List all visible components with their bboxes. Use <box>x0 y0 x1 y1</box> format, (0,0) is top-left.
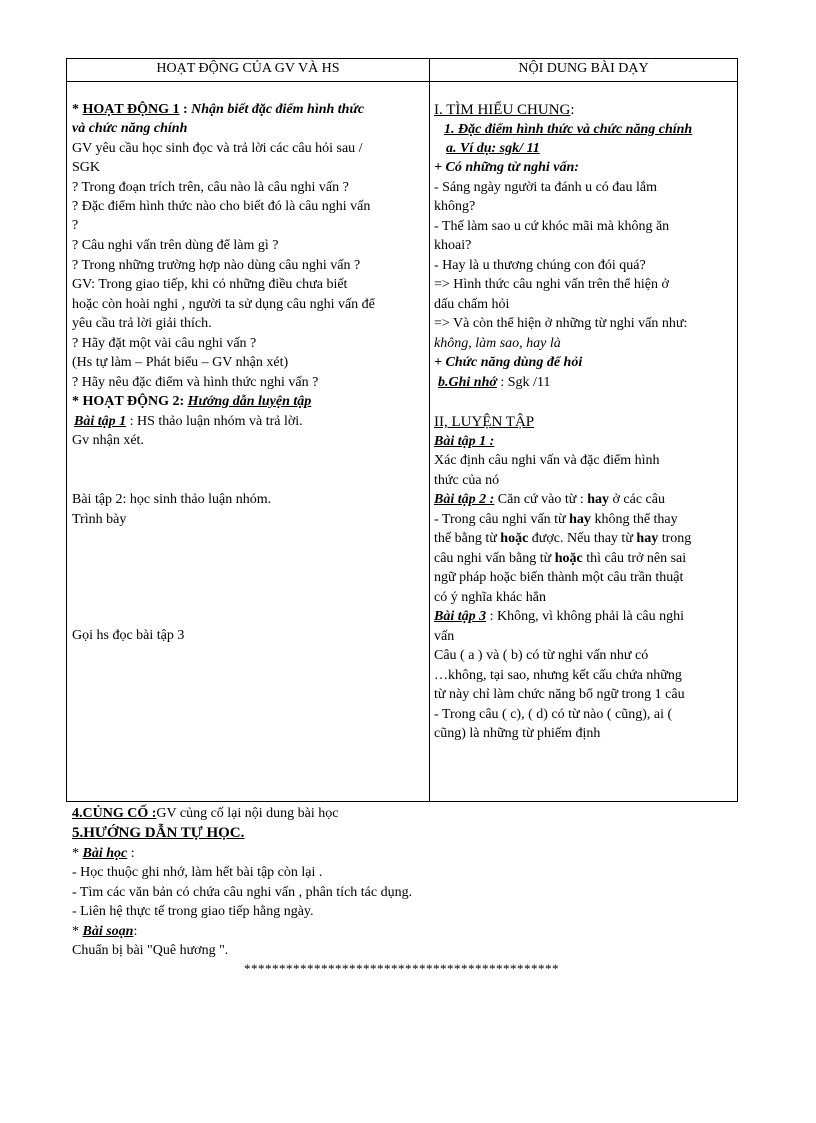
text-line: ? Đặc điểm hình thức nào cho biết đó là câu nghi vấn <box>72 199 371 214</box>
text-line: …không, tại sao, nhưng kết cấu chứa những <box>434 668 682 683</box>
text-line: câu nghi vấn bằng từ hoặc thì câu trở nên sai <box>434 551 687 566</box>
text-line: dấu chấm hỏi <box>434 297 510 312</box>
exercise-1-label: Bài tập 1 : <box>434 434 495 449</box>
text-line: - Trong câu nghi vấn từ hay không thể thay <box>434 512 678 527</box>
text-line: Câu ( a ) và ( b) có từ nghi vấn như có <box>434 648 649 663</box>
text-line: - Học thuộc ghi nhớ, làm hết bài tập còn lại . <box>72 865 323 880</box>
text-line: ? Câu nghi vấn trên dùng để làm gì ? <box>72 238 279 253</box>
text-line: - Thế làm sao u cứ khóc mãi mà không ăn <box>434 219 670 234</box>
text-line: ngữ pháp hoặc biến thành một câu trần thuật <box>434 570 684 585</box>
text-line: Xác định câu nghi vấn và đặc điểm hình <box>434 453 660 468</box>
exercise-3-line: Bài tập 3 : Không, vì không phải là câu nghi <box>434 609 685 624</box>
star-separator: ********************************************* <box>244 961 559 976</box>
header-right: NỘI DUNG BÀI DẠY <box>518 61 649 76</box>
text-line: ? Hãy đặt một vài câu nghi vấn ? <box>72 336 257 351</box>
text-line: từ này chỉ làm chức năng bổ ngữ trong 1 câu <box>434 687 685 702</box>
text-line: GV: Trong giao tiếp, khi có những điều chưa biết <box>72 277 348 292</box>
text-line: hoặc còn hoài nghi , người ta sử dụng câu nghi vấn để <box>72 297 375 312</box>
text-line: - Sáng ngày người ta đánh u có đau lắm <box>434 180 657 195</box>
activity-2-heading: * HOẠT ĐỘNG 2: Hướng dẫn luyện tập <box>72 394 312 409</box>
text-line: thế bằng từ hoặc được. Nếu thay từ hay trong <box>434 531 692 546</box>
bai-hoc-heading: * Bài học : <box>72 846 135 861</box>
text-line: ? Trong đoạn trích trên, câu nào là câu nghi vấn ? <box>72 180 349 195</box>
text-line: không? <box>434 199 476 214</box>
text-line: - Liên hệ thực tế trong giao tiếp hằng ngày. <box>72 904 314 919</box>
text-line: ? Hãy nêu đặc điểm và hình thức nghi vấn ? <box>72 375 319 390</box>
text-line: thức của nó <box>434 473 500 488</box>
text-line: yêu cầu trả lời giải thích. <box>72 316 212 331</box>
text-line: vấn <box>434 629 455 644</box>
text-line: cũng) là những từ phiếm định <box>434 726 601 741</box>
text-line: (Hs tự làm – Phát biểu – GV nhận xét) <box>72 355 289 370</box>
subsection-1: 1. Đặc điểm hình thức và chức năng chính <box>444 122 693 137</box>
section-4: 4.CỦNG CỐ :GV củng cố lại nội dung bài học <box>72 806 339 821</box>
text-line: ? Trong những trường hợp nào dùng câu nghi vấn ? <box>72 258 361 273</box>
text-line: Bài tập 2: học sinh thảo luận nhóm. <box>72 492 272 507</box>
text-line: => Hình thức câu nghi vấn trên thể hiện ở <box>434 277 669 292</box>
text-line: => Và còn thể hiện ở những từ nghi vấn như: <box>434 316 688 331</box>
section-1-title: I. TÌM HIỂU CHUNG: <box>434 102 575 118</box>
text-line: Gv nhận xét. <box>72 433 144 448</box>
activity-1-heading: * HOẠT ĐỘNG 1 : Nhận biết đặc điểm hình thức <box>72 102 365 117</box>
text-line: GV yêu cầu học sinh đọc và trả lời các câu hỏi sau / <box>72 141 363 156</box>
column-divider <box>429 59 430 801</box>
exercise-1-line: Bài tập 1 : HS thảo luận nhóm và trả lời. <box>74 414 303 429</box>
plus-heading: + Chức năng dùng để hỏi <box>434 355 583 370</box>
text-line: - Tìm các văn bản có chứa câu nghi vấn , phân tích tác dụng. <box>72 885 413 900</box>
plus-heading: + Có những từ nghi vấn: <box>434 160 579 175</box>
exercise-2-line: Bài tập 2 : Căn cứ vào từ : hay ở các câu <box>434 492 665 507</box>
section-5-title: 5.HƯỚNG DẪN TỰ HỌC. <box>72 825 245 841</box>
text-line: Gọi hs đọc bài tập 3 <box>72 628 185 643</box>
text-line: Trình bày <box>72 512 127 527</box>
text-line: - Hay là u thương chúng con đói quá? <box>434 258 646 273</box>
text-line: - Trong câu ( c), ( d) có từ nào ( cũng), ai ( <box>434 707 673 722</box>
text-line: Chuẩn bị bài "Quê hương ". <box>72 943 229 958</box>
header-rule <box>67 81 737 82</box>
text-line: SGK <box>72 160 101 175</box>
section-2-title: II, LUYỆN TẬP <box>434 414 535 430</box>
text-line: khoai? <box>434 238 472 253</box>
example-label: a. Ví dụ: sgk/ 11 <box>446 141 540 156</box>
text-line: có ý nghĩa khác hẳn <box>434 590 546 605</box>
bai-soan-heading: * Bài soạn: <box>72 924 138 939</box>
text-line: ? <box>72 218 79 233</box>
text-line: không, làm sao, hay là <box>434 336 561 351</box>
activity-1-heading-cont: và chức năng chính <box>72 121 188 136</box>
header-left: HOẠT ĐỘNG CỦA GV VÀ HS <box>156 61 340 76</box>
note-line: b.Ghi nhớ : Sgk /11 <box>438 375 551 390</box>
